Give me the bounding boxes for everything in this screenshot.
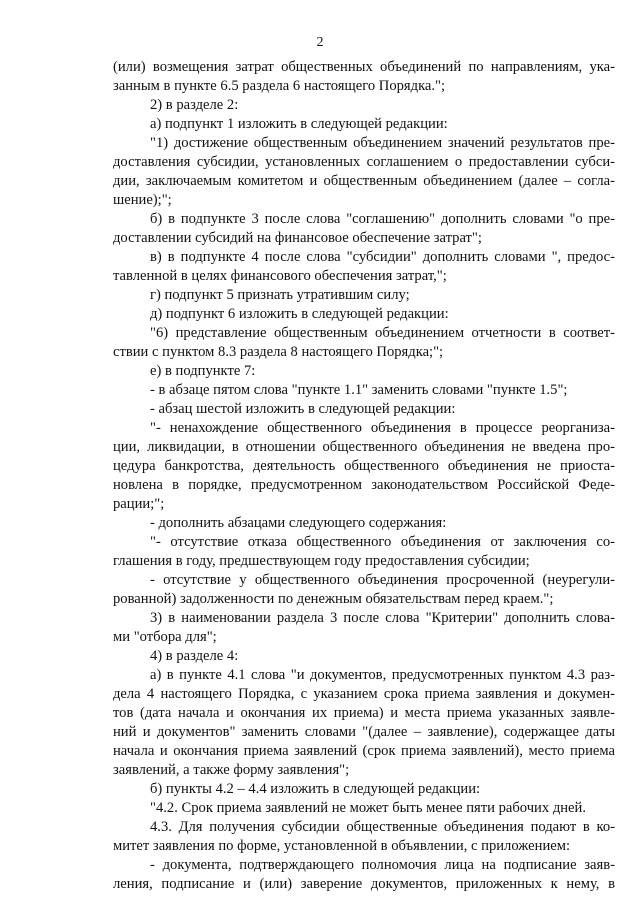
text-line: ствии с пунктом 8.3 раздела 8 настоящего Порядка;"; — [113, 344, 444, 360]
text-line: 3) в наименовании раздела 3 после слова "Критерии" дополнить слова- — [150, 610, 615, 626]
text-line: - абзац шестой изложить в следующей редакции: — [150, 401, 456, 417]
text-line: ми "отбора для"; — [113, 629, 217, 645]
text-line: "- ненахождение общественного объединения в процессе реорганиза- — [150, 420, 615, 436]
text-line: 2) в разделе 2: — [150, 97, 239, 113]
text-line: цедура банкротства, деятельность общественного объединения не приоста- — [113, 458, 615, 474]
text-line: ления, подписание и (или) заверение документов, приложенных к нему, в — [113, 876, 615, 892]
text-line: а) в пункте 4.1 слова "и документов, предусмотренных пунктом 4.3 раз- — [150, 667, 615, 683]
text-line: занным в пункте 6.5 раздела 6 настоящего Порядка."; — [113, 78, 446, 94]
text-line: - отсутствие у общественного объединения просроченной (неурегули- — [150, 572, 615, 588]
text-line: "6) представление общественным объединением отчетности в соответ- — [150, 325, 615, 341]
text-line: ний и документов" заменить словами "(далее – заявление), содержащее даты — [113, 724, 615, 740]
text-line: новлена в порядке, предусмотренном законодательством Российской Феде- — [113, 477, 615, 493]
text-line: ции, ликвидации, в отношении общественного объединения не введена про- — [113, 439, 615, 455]
text-line: е) в подпункте 7: — [150, 363, 256, 379]
text-line: г) подпункт 5 признать утратившим силу; — [150, 287, 410, 303]
text-line: в) в подпункте 4 после слова "субсидии" дополнить словами ", предос- — [150, 249, 615, 265]
text-line: - в абзаце пятом слова "пункте 1.1" заменить словами "пункте 1.5"; — [150, 382, 568, 398]
text-line: а) подпункт 1 изложить в следующей редакции: — [150, 116, 448, 132]
document-body — [113, 58, 615, 894]
text-line: тов (дата начала и окончания их приема) и места приема указанных заявле- — [113, 705, 615, 721]
text-line: доставлении субсидий на финансовое обеспечение затрат"; — [113, 230, 482, 246]
text-line: б) пункты 4.2 – 4.4 изложить в следующей редакции: — [150, 781, 481, 797]
text-line: - дополнить абзацами следующего содержания: — [150, 515, 447, 531]
text-line: рации;"; — [113, 496, 165, 512]
text-line: дии, заключаемым комитетом и общественным объединением (далее – согла- — [113, 173, 615, 189]
page-number: 2 — [316, 35, 324, 50]
text-line: шение);"; — [113, 192, 172, 208]
text-line: (или) возмещения затрат общественных объединений по направлениям, ука- — [113, 59, 615, 75]
text-line: д) подпункт 6 изложить в следующей редакции: — [150, 306, 449, 322]
text-line: - документа, подтверждающего полномочия лица на подписание заяв- — [150, 857, 615, 873]
text-line: митет заявления по форме, установленной в объявлении, с приложением: — [113, 838, 571, 854]
text-line: доставления субсидии, установленных соглашением о предоставлении субси- — [113, 154, 615, 170]
text-line: б) в подпункте 3 после слова "соглашению" дополнить словами "о пре- — [150, 211, 615, 227]
text-line: "1) достижение общественным объединением значений результатов пре- — [150, 135, 615, 151]
text-line: рованной) задолженности по денежным обязательствам перед краем."; — [113, 591, 554, 607]
text-line: глашения в году, предшествующем году предоставления субсидии; — [113, 553, 530, 569]
text-line: заявлений, а также форму заявления"; — [113, 762, 350, 778]
text-line: 4.3. Для получения субсидии общественные объединения подают в ко- — [150, 819, 615, 835]
text-line: 4) в разделе 4: — [150, 648, 239, 664]
text-line: "4.2. Срок приема заявлений не может быть менее пяти рабочих дней. — [150, 800, 586, 816]
text-line: "- отсутствие отказа общественного объединения от заключения со- — [150, 534, 615, 550]
text-line: начала и окончания приема заявлений (срок приема заявлений), место приема — [113, 743, 615, 759]
text-line: дела 4 настоящего Порядка, с указанием срока приема заявления и докумен- — [113, 686, 615, 702]
text-line: тавленной в целях финансового обеспечения затрат,"; — [113, 268, 447, 284]
